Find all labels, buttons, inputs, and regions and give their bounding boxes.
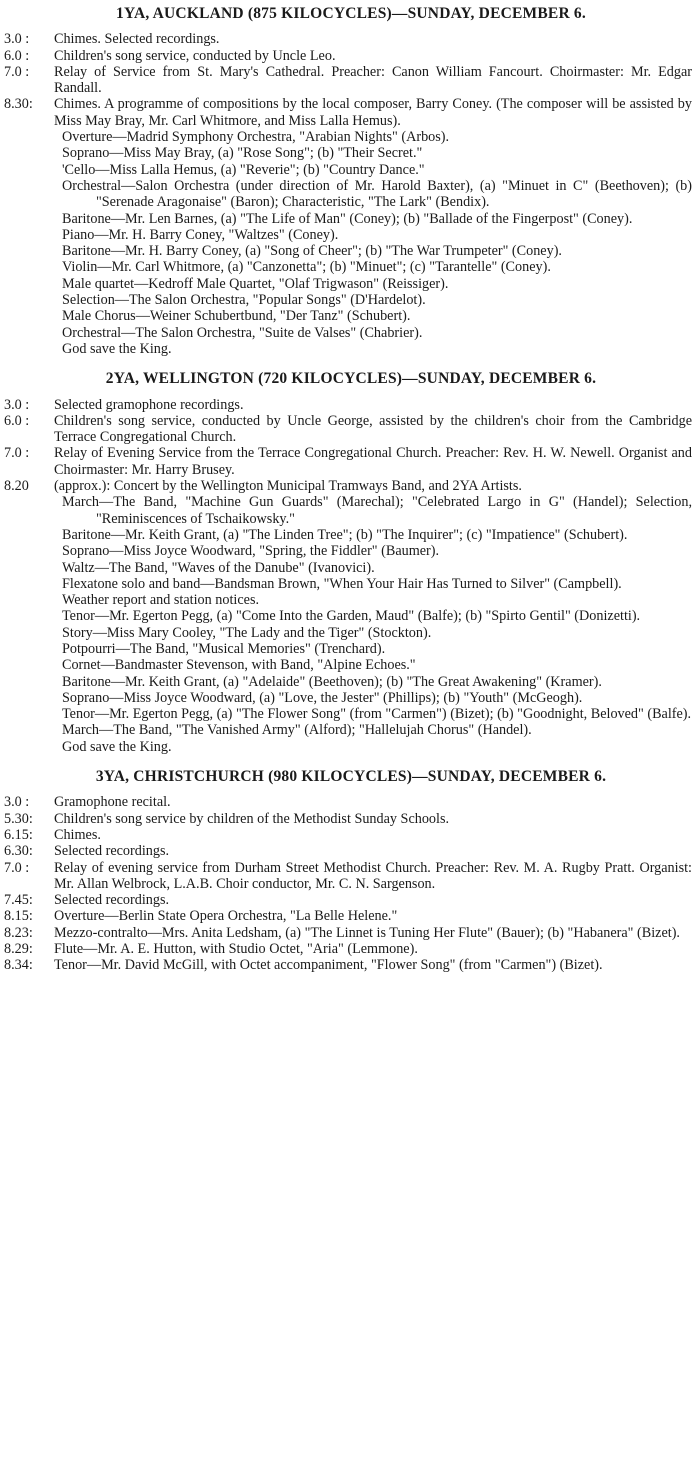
schedule-entry: [4, 794, 692, 810]
entry-text: Flute—Mr. A. E. Hutton, with Studio Octet, "Aria" (Lemmone).: [54, 941, 418, 958]
schedule-entry: [4, 941, 692, 957]
schedule-entry: [4, 31, 692, 47]
entry-text: Chimes.: [54, 826, 101, 843]
schedule-entry: [4, 478, 692, 494]
programme-item: March—The Band, "Machine Gun Guards" (Marechal); "Celebrated Largo in G" (Handel); Selection, "Reminiscences of Tschaikowsky.": [62, 494, 692, 527]
programme-item: Baritone—Mr. Len Barnes, (a) "The Life of Man" (Coney); (b) "Ballade of the Fingerpost" (Coney).: [62, 210, 633, 227]
programme-item: Tenor—Mr. Egerton Pegg, (a) "Come Into the Garden, Maud" (Balfe); (b) "Spirto Gentil" (Donizetti).: [62, 608, 641, 625]
schedule-entry: [4, 48, 692, 64]
entry-text: Selected recordings.: [54, 892, 170, 909]
programme-item: God save the King.: [62, 340, 172, 357]
entry-time: 7.0 :: [4, 859, 30, 876]
programme-item: Male Chorus—Weiner Schubertbund, "Der Tanz" (Schubert).: [62, 308, 411, 325]
section-header: 2YA, WELLINGTON (720 KILOCYCLES)—SUNDAY, DECEMBER 6.: [105, 370, 597, 388]
programme-item: Waltz—The Band, "Waves of the Danube" (Ivanovici).: [62, 559, 375, 576]
entry-text: Selected recordings.: [54, 843, 170, 860]
entry-text: Selected gramophone recordings.: [54, 396, 244, 413]
schedule-entry: [4, 843, 692, 859]
schedule-entry: [4, 827, 692, 843]
schedule-entry: [4, 892, 692, 908]
section-1ya-auckland: [4, 6, 692, 357]
entry-time: 7.45:: [4, 892, 33, 909]
programme-item: Selection—The Salon Orchestra, "Popular Songs" (D'Hardelot).: [62, 292, 426, 309]
programme-item: Baritone—Mr. Keith Grant, (a) "The Linden Tree"; (b) "The Inquirer"; (c) "Impatience" (Schubert).: [62, 526, 628, 543]
programme-item: God save the King.: [62, 738, 172, 755]
schedule-entry: [4, 397, 692, 413]
entry-time: 6.0 :: [4, 412, 30, 429]
section-header: 1YA, AUCKLAND (875 KILOCYCLES)—SUNDAY, DECEMBER 6.: [116, 5, 586, 22]
entry-time: 8.29:: [4, 941, 33, 958]
entry-text: Relay of Evening Service from the Terrace Congregational Church. Preacher: Rev. H. W. Newell. Organist and Choirmaster: Mr. Harry Brusey.: [54, 445, 692, 478]
entry-time: 8.20: [4, 478, 29, 495]
programme-item: Cornet—Bandmaster Stevenson, with Band, "Alpine Echoes.": [62, 657, 416, 674]
schedule-entry: [4, 908, 692, 924]
section-3ya-christchurch: [4, 769, 692, 974]
schedule-entry: [4, 413, 692, 446]
programme-item: Story—Miss Mary Cooley, "The Lady and the Tiger" (Stockton).: [62, 624, 432, 641]
entry-time: 8.15:: [4, 908, 33, 925]
entry-text: Children's song service, conducted by Uncle Leo.: [54, 47, 336, 64]
entry-text: Relay of Service from St. Mary's Cathedral. Preacher: Canon William Fancourt. Choirmaster: Mr. Edgar Randall.: [54, 63, 692, 97]
entry-time: 6.0 :: [4, 47, 30, 64]
entry-text: Overture—Berlin State Opera Orchestra, "La Belle Helene.": [54, 908, 398, 925]
programme-item: Orchestral—The Salon Orchestra, "Suite de Valses" (Chabrier).: [62, 324, 423, 341]
programme-item: Piano—Mr. H. Barry Coney, "Waltzes" (Coney).: [62, 226, 339, 243]
entry-time: 6.30:: [4, 843, 33, 860]
entry-text: Children's song service by children of the Methodist Sunday Schools.: [54, 810, 450, 827]
programme-item: Tenor—Mr. Egerton Pegg, (a) "The Flower Song" (from "Carmen") (Bizet); (b) "Goodnight, Beloved" (Balfe).: [62, 706, 692, 723]
programme-item: Overture—Madrid Symphony Orchestra, "Arabian Nights" (Arbos).: [62, 129, 450, 146]
entry-text: (approx.): Concert by the Wellington Municipal Tramways Band, and 2YA Artists.: [54, 478, 522, 495]
entry-time: 7.0 :: [4, 445, 30, 462]
programme-item: March—The Band, "The Vanished Army" (Alford); "Hallelujah Chorus" (Handel).: [62, 722, 532, 739]
schedule-entry: [4, 64, 692, 97]
schedule-entry: [4, 957, 692, 973]
entry-text: Children's song service, conducted by Uncle George, assisted by the children's choir from the Cambridge Terrace Congregational Church.: [54, 412, 692, 446]
programme-item: Potpourri—The Band, "Musical Memories" (Trenchard).: [62, 640, 386, 657]
programme-item: Baritone—Mr. H. Barry Coney, (a) "Song of Cheer"; (b) "The War Trumpeter" (Coney).: [62, 243, 562, 260]
programme-item: Flexatone solo and band—Bandsman Brown, "When Your Hair Has Turned to Silver" (Campbell).: [62, 575, 622, 592]
programme-item: Soprano—Miss Joyce Woodward, "Spring, the Fiddler" (Baumer).: [62, 543, 440, 560]
entry-time: 3.0 :: [4, 794, 30, 811]
programme-item: Weather report and station notices.: [62, 592, 260, 609]
entry-text: Tenor—Mr. David McGill, with Octet accompaniment, "Flower Song" (from "Carmen") (Bizet).: [54, 957, 603, 974]
entry-time: 6.15:: [4, 826, 33, 843]
entry-time: 8.34:: [4, 957, 33, 974]
entry-time: 8.30:: [4, 96, 33, 113]
entry-text: Chimes. A programme of compositions by the local composer, Barry Coney. (The composer will be assisted by Miss May Bray, Mr. Carl Whitmore, and Miss Lalla Hemus).: [54, 96, 692, 129]
programme-item: Soprano—Miss Joyce Woodward, (a) "Love, the Jester" (Phillips); (b) "Youth" (McGeogh).: [62, 689, 583, 706]
entry-time: 8.23:: [4, 924, 33, 941]
schedule-entry: [4, 811, 692, 827]
entry-text: Mezzo-contralto—Mrs. Anita Ledsham, (a) "The Linnet is Tuning Her Flute" (Bauer); (b) "Habanera" (Bizet).: [54, 924, 680, 941]
programme-item: Orchestral—Salon Orchestra (under direction of Mr. Harold Baxter), (a) "Minuet in C" (Beethoven); (b) "Serenade Aragonaise" (Baron); Characteristic, "The Lark" (Bendix).: [62, 177, 692, 211]
schedule-entry: [4, 860, 692, 893]
entry-text: Gramophone recital.: [54, 794, 171, 811]
schedule-entry: [4, 925, 692, 941]
section-header: 3YA, CHRISTCHURCH (980 KILOCYCLES)—SUNDAY, DECEMBER 6.: [95, 768, 607, 786]
programme-item: 'Cello—Miss Lalla Hemus, (a) "Reverie"; (b) "Country Dance.": [62, 161, 425, 178]
schedule-entry: [4, 445, 692, 478]
entry-time: 3.0 :: [4, 396, 30, 413]
section-2ya-wellington: [4, 371, 692, 755]
schedule-entry: [4, 96, 692, 129]
programme-item: Violin—Mr. Carl Whitmore, (a) "Canzonetta"; (b) "Minuet"; (c) "Tarantelle" (Coney).: [62, 259, 551, 276]
programme-item: Baritone—Mr. Keith Grant, (a) "Adelaide" (Beethoven); (b) "The Great Awakening" (Kramer).: [62, 673, 602, 690]
entry-time: 5.30:: [4, 810, 33, 827]
programme-item: Soprano—Miss May Bray, (a) "Rose Song"; (b) "Their Secret.": [62, 145, 423, 162]
programme-item: Male quartet—Kedroff Male Quartet, "Olaf Trigwason" (Reissiger).: [62, 275, 449, 292]
entry-text: Chimes. Selected recordings.: [54, 31, 220, 48]
entry-time: 3.0 :: [4, 31, 30, 48]
entry-time: 7.0 :: [4, 63, 30, 80]
entry-text: Relay of evening service from Durham Street Methodist Church. Preacher: Rev. M. A. Rugby Pratt. Organist: Mr. Allan Welbrock, L.A.B. Choir conductor, Mr. C. N. Sargenson.: [54, 859, 692, 892]
